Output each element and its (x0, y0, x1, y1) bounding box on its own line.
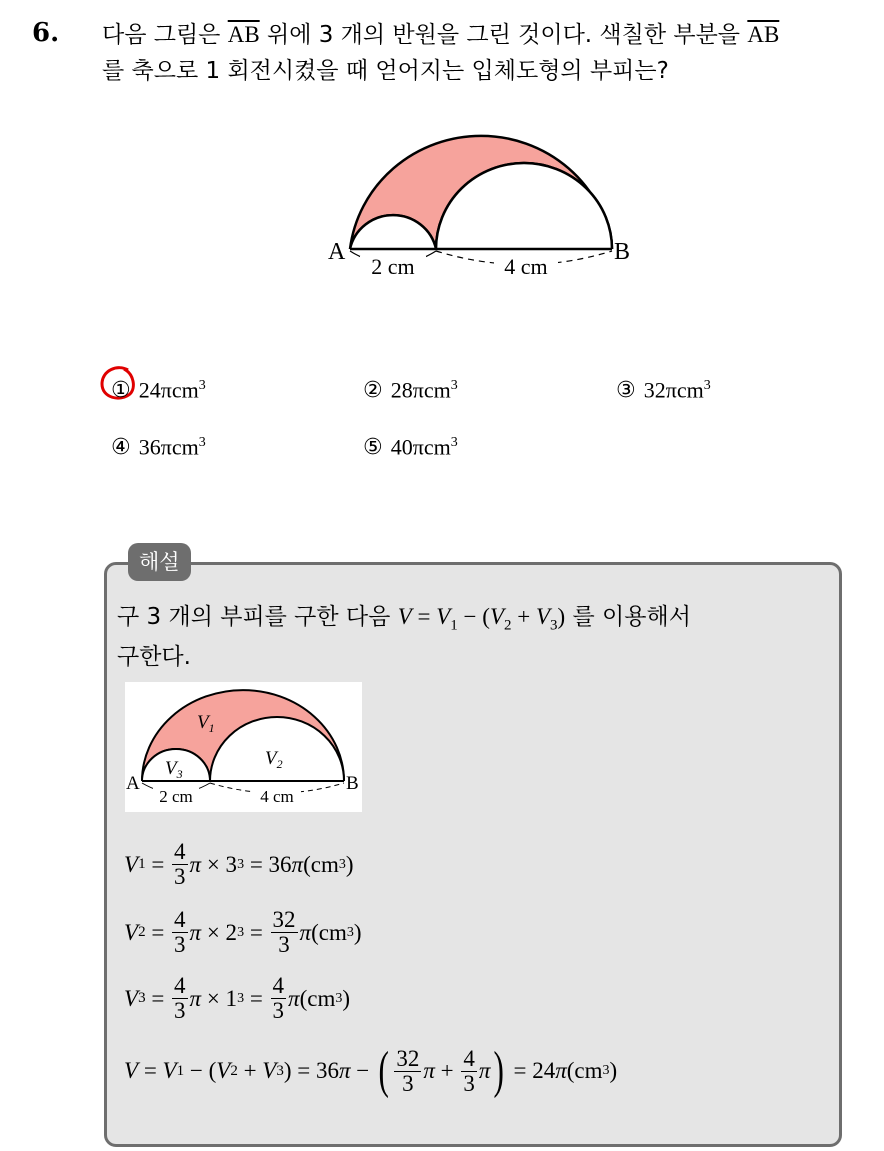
label-b: B (614, 239, 631, 265)
label-2cm: 2 cm (159, 787, 193, 806)
semicircle-figure (318, 110, 648, 290)
solution-text-line1: 구 3 개의 부피를 구한 다음 $V = V_1 - (V_2 + V_3)$ 를 이용해서 (117, 604, 691, 634)
label-v2: $V_2$ (265, 748, 283, 771)
label-4cm: 4 cm (504, 254, 548, 279)
label-v1: $V_1$ (197, 712, 215, 735)
question-number: 6. (32, 18, 60, 48)
label-a: A (126, 773, 140, 794)
formula-v: $V = V_1 - (V_2 + V_3)$ (397, 604, 566, 634)
choice-2[interactable]: ② 28πcm$^3$ (363, 377, 458, 404)
segment-ab: $\overline{AB}$ (747, 22, 780, 47)
equation-v3: V 3 = $\frac{4}{3}$ π × 1 3 = $\frac{4}{3}$ π (cm 3 ) (124, 973, 351, 1023)
label-b: B (346, 773, 359, 794)
question-text-line1 (102, 20, 779, 50)
label-v3: $V_3$ (165, 758, 183, 781)
choice-4[interactable]: ④ 36πcm$^3$ (111, 434, 206, 461)
equation-v-total: V = V 1 − ( V 2 + V 3 ) = 36 π − ( $\frac{32}{3}$ π + $\frac{4}{3}$ π ) = 24 π (cm 3 ) (124, 1042, 618, 1099)
label-2cm: 2 cm (371, 254, 415, 279)
solution-figure (125, 682, 362, 812)
choice-1[interactable]: ① 24πcm$^3$ (111, 377, 206, 404)
question-text-part: 다음 그림은 (102, 22, 228, 48)
solution-tab: 해설 (128, 543, 191, 581)
choice-3[interactable]: ③ 32πcm$^3$ (616, 377, 711, 404)
label-a: A (328, 239, 346, 265)
choice-5[interactable]: ⑤ 40πcm$^3$ (363, 434, 458, 461)
question-text-line2: 를 축으로 1 회전시켰을 때 얻어지는 입체도형의 부피는? (102, 58, 669, 84)
solution-text-line2: 구한다. (117, 644, 191, 670)
segment-ab: $\overline{AB}$ (227, 22, 260, 47)
equation-v1: V 1 = $\frac{4}{3}$ π × 3 3 = 36 π (cm 3 ) (124, 839, 354, 889)
label-4cm: 4 cm (260, 787, 294, 806)
question-text-part: 위에 3 개의 반원을 그린 것이다. 색칠한 부분을 (259, 22, 748, 48)
equation-v2: V 2 = $\frac{4}{3}$ π × 2 3 = $\frac{32}{3}$ π (cm 3 ) (124, 907, 362, 957)
